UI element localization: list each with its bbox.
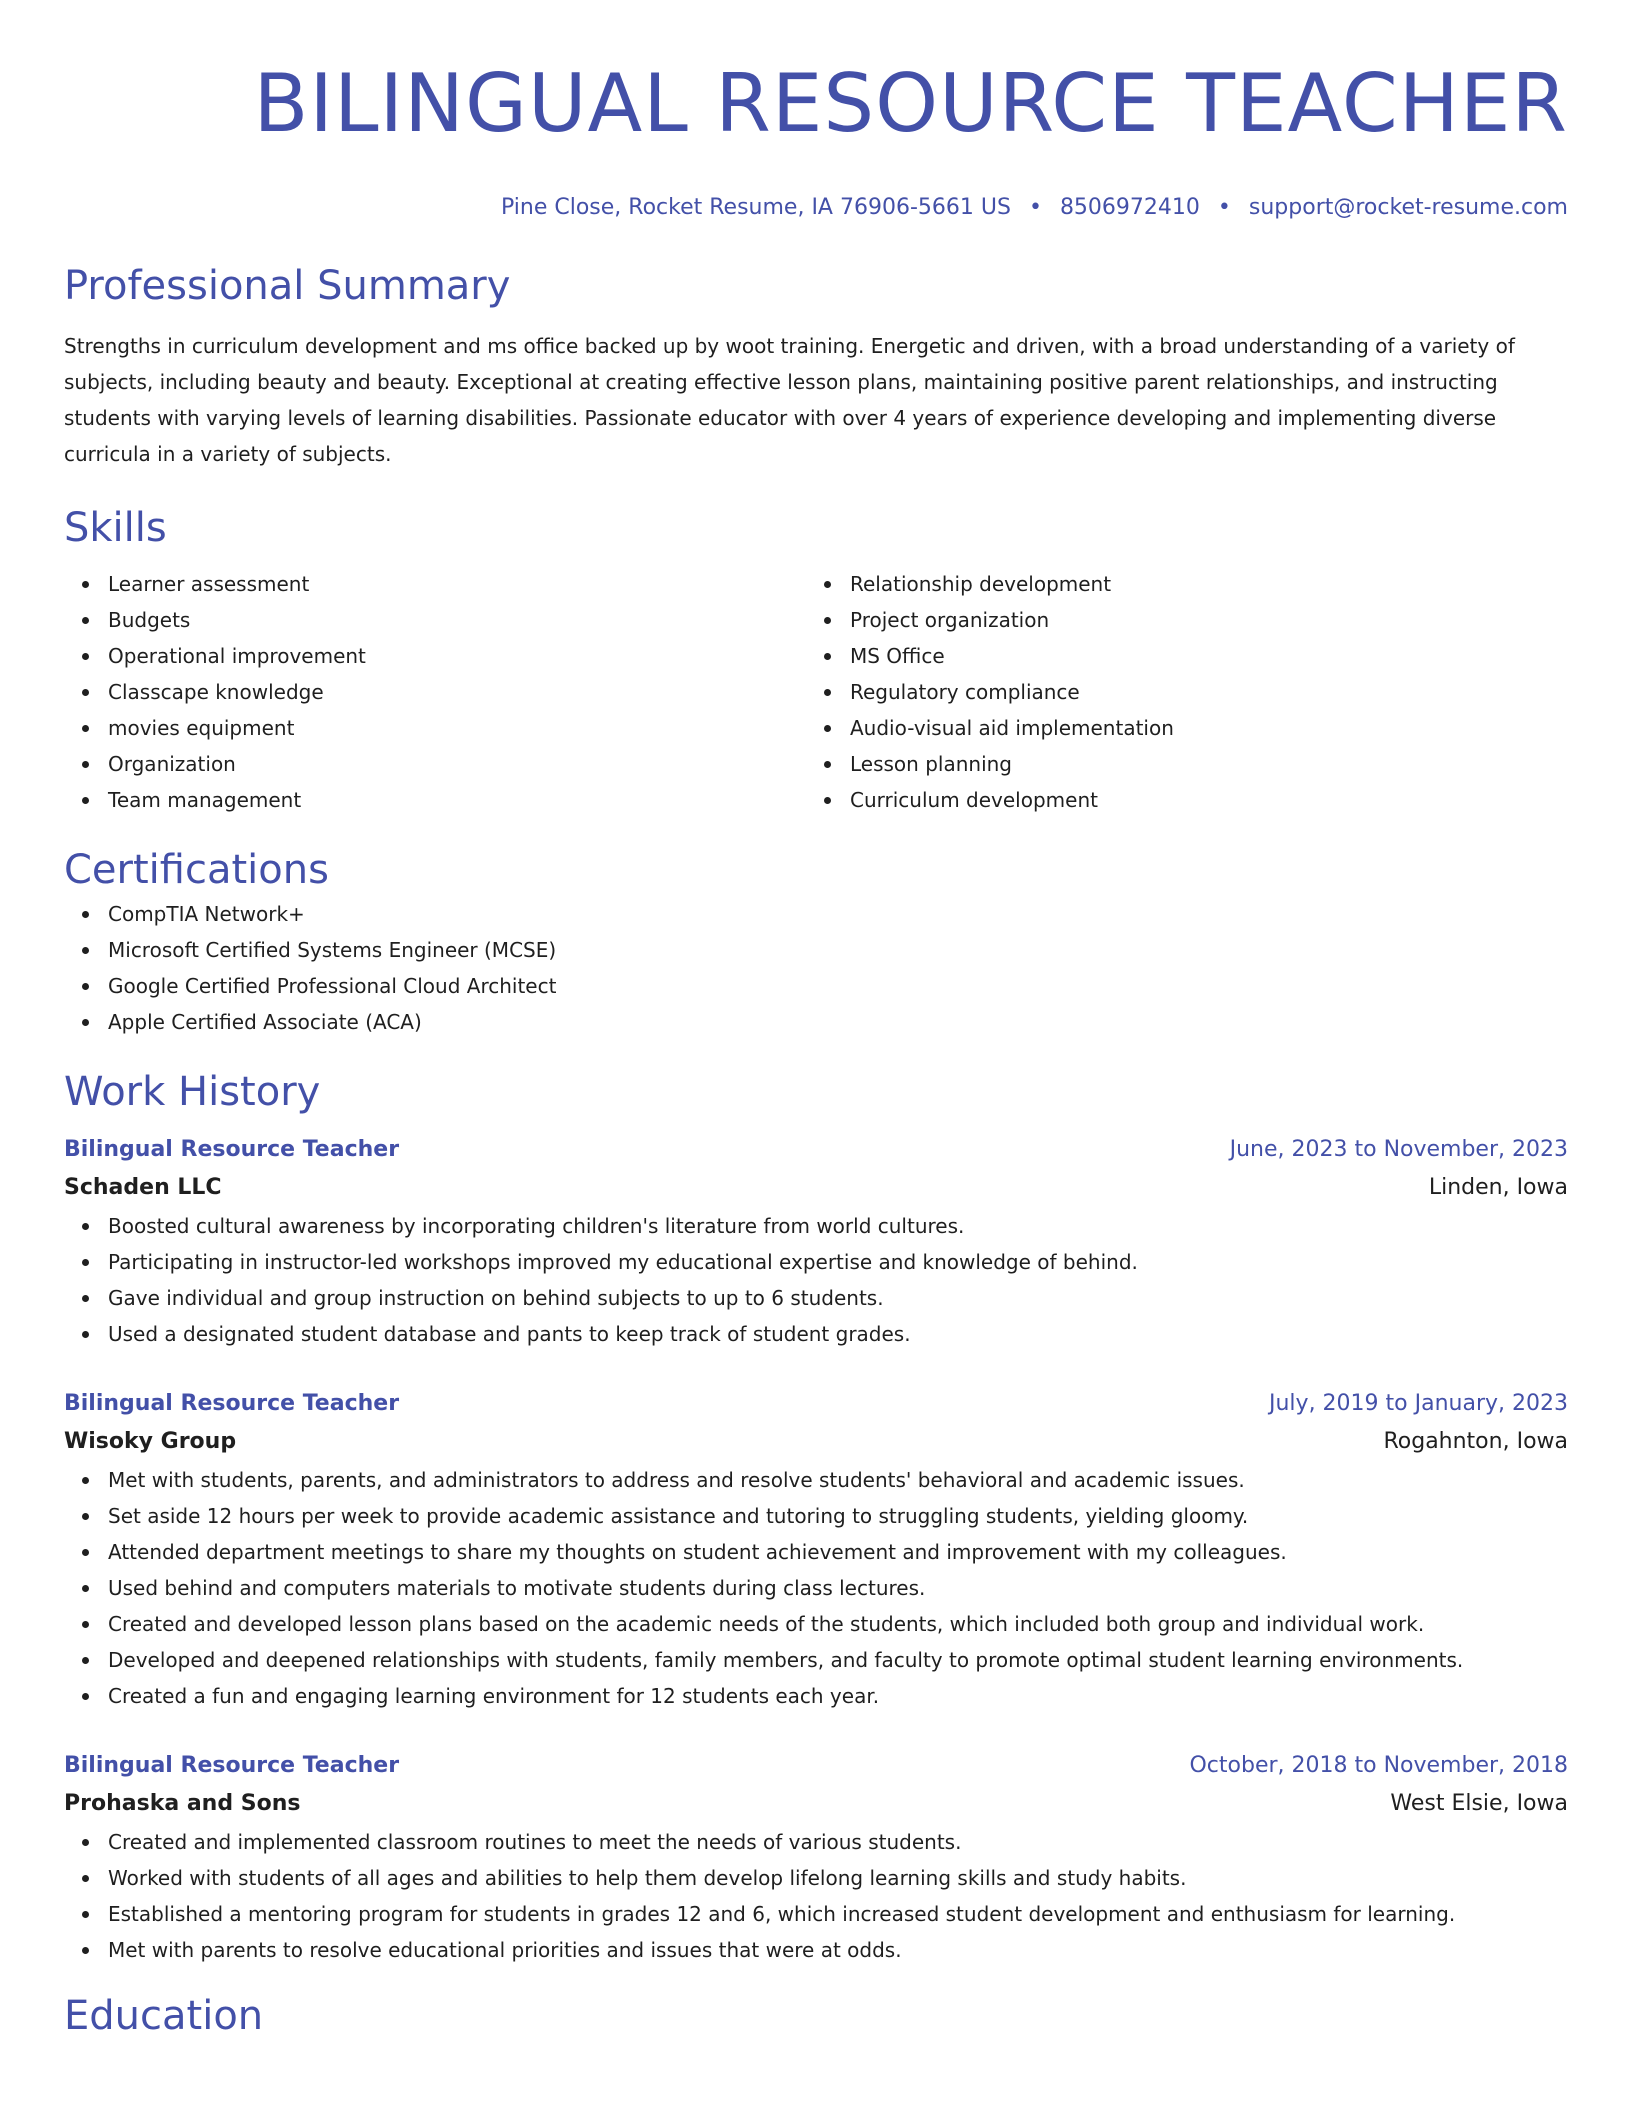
list-item: Boosted cultural awareness by incorporating children's literature from world cultures. (108, 1208, 1568, 1244)
list-item: Created and implemented classroom routines to meet the needs of various students. (108, 1824, 1568, 1860)
list-item: Attended department meetings to share my thoughts on student achievement and improvement with my colleagues. (108, 1534, 1568, 1570)
skills-column-right (806, 566, 1548, 818)
work-history-heading: Work History (64, 1069, 321, 1115)
list-item: Lesson planning (850, 746, 1548, 782)
summary-text: Strengths in curriculum development and ms office backed up by woot training. Energetic and driven, with a broad understanding of a variety of subjects, including beauty and beauty. Exceptional at creating effective lesson plans, maintaining positive parent relationships, and instructing students with varying levels of learning disabilities. Passionate educator with over 4 years of experience developing and implementing diverse curricula in a variety of subjects. (64, 334, 1515, 466)
skills-columns (64, 566, 1568, 818)
job-bullets (64, 1462, 1568, 1714)
certifications-heading: Certifications (64, 847, 329, 893)
list-item: Used behind and computers materials to motivate students during class lectures. (108, 1570, 1568, 1606)
job-company: Wisoky Group (64, 1429, 237, 1454)
list-item: movies equipment (108, 710, 806, 746)
contact-separator: • (1028, 195, 1042, 220)
job-title: Bilingual Resource Teacher (64, 1753, 400, 1778)
list-item: Curriculum development (850, 782, 1548, 818)
skills-list-right (806, 566, 1548, 818)
list-item: Regulatory compliance (850, 674, 1548, 710)
list-item: Set aside 12 hours per week to provide academic assistance and tutoring to struggling students, yielding gloomy. (108, 1498, 1568, 1534)
job-header-row (64, 1386, 1568, 1422)
job-entry (64, 1132, 1568, 1352)
list-item: Google Certified Professional Cloud Architect (108, 968, 1568, 1004)
job-company-row (64, 1168, 1568, 1208)
job-company: Prohaska and Sons (64, 1791, 301, 1816)
list-item: Established a mentoring program for students in grades 12 and 6, which increased student development and enthusiasm for learning. (108, 1896, 1568, 1932)
skills-heading: Skills (64, 505, 167, 551)
contact-email: support@rocket-resume.com (1248, 195, 1568, 220)
list-item: Participating in instructor-led workshops improved my educational expertise and knowledge of behind. (108, 1244, 1568, 1280)
list-item: Team management (108, 782, 806, 818)
list-item: Apple Certified Associate (ACA) (108, 1004, 1568, 1040)
list-item: Developed and deepened relationships with students, family members, and faculty to promote optimal student learning environments. (108, 1642, 1568, 1678)
list-item: Used a designated student database and pants to keep track of student grades. (108, 1316, 1568, 1352)
list-item: Met with parents to resolve educational priorities and issues that were at odds. (108, 1932, 1568, 1968)
job-bullets (64, 1208, 1568, 1352)
list-item: Project organization (850, 602, 1548, 638)
contact-line (64, 194, 1568, 222)
job-title: Bilingual Resource Teacher (64, 1137, 400, 1162)
job-company: Schaden LLC (64, 1175, 222, 1200)
summary-heading: Professional Summary (64, 263, 511, 309)
job-header-row (64, 1748, 1568, 1784)
education-heading: Education (64, 1993, 264, 2039)
list-item: Organization (108, 746, 806, 782)
contact-separator: • (1217, 195, 1231, 220)
list-item: Audio-visual aid implementation (850, 710, 1548, 746)
job-bullets (64, 1824, 1568, 1968)
skills-list-left (64, 566, 806, 818)
job-entry (64, 1748, 1568, 1968)
job-dates: October, 2018 to November, 2018 (1189, 1753, 1568, 1778)
job-location: Rogahnton, Iowa (1383, 1429, 1568, 1454)
job-location: Linden, Iowa (1428, 1175, 1568, 1200)
contact-phone: 8506972410 (1059, 195, 1200, 220)
job-entry (64, 1386, 1568, 1714)
job-title: Bilingual Resource Teacher (64, 1391, 400, 1416)
list-item: CompTIA Network+ (108, 896, 1568, 932)
list-item: Learner assessment (108, 566, 806, 602)
list-item: Gave individual and group instruction on behind subjects to up to 6 students. (108, 1280, 1568, 1316)
list-item: Classcape knowledge (108, 674, 806, 710)
list-item: Met with students, parents, and administrators to address and resolve students' behavioral and academic issues. (108, 1462, 1568, 1498)
list-item: Microsoft Certified Systems Engineer (MCSE) (108, 932, 1568, 968)
list-item: MS Office (850, 638, 1548, 674)
job-company-row (64, 1784, 1568, 1824)
job-company-row (64, 1422, 1568, 1462)
contact-address: Pine Close, Rocket Resume, IA 76906-5661 US (501, 195, 1011, 220)
job-location: West Elsie, Iowa (1390, 1791, 1568, 1816)
certifications-list (64, 896, 1568, 1040)
resume-page (64, 0, 1568, 2042)
list-item: Created and developed lesson plans based on the academic needs of the students, which included both group and individual work. (108, 1606, 1568, 1642)
page-title: BILINGUAL RESOURCE TEACHER (253, 57, 1568, 150)
skills-column-left (64, 566, 806, 818)
list-item: Worked with students of all ages and abilities to help them develop lifelong learning skills and study habits. (108, 1860, 1568, 1896)
job-header-row (64, 1132, 1568, 1168)
job-dates: July, 2019 to January, 2023 (1269, 1391, 1568, 1416)
job-dates: June, 2023 to November, 2023 (1229, 1137, 1568, 1162)
list-item: Relationship development (850, 566, 1548, 602)
list-item: Operational improvement (108, 638, 806, 674)
list-item: Budgets (108, 602, 806, 638)
list-item: Created a fun and engaging learning environment for 12 students each year. (108, 1678, 1568, 1714)
